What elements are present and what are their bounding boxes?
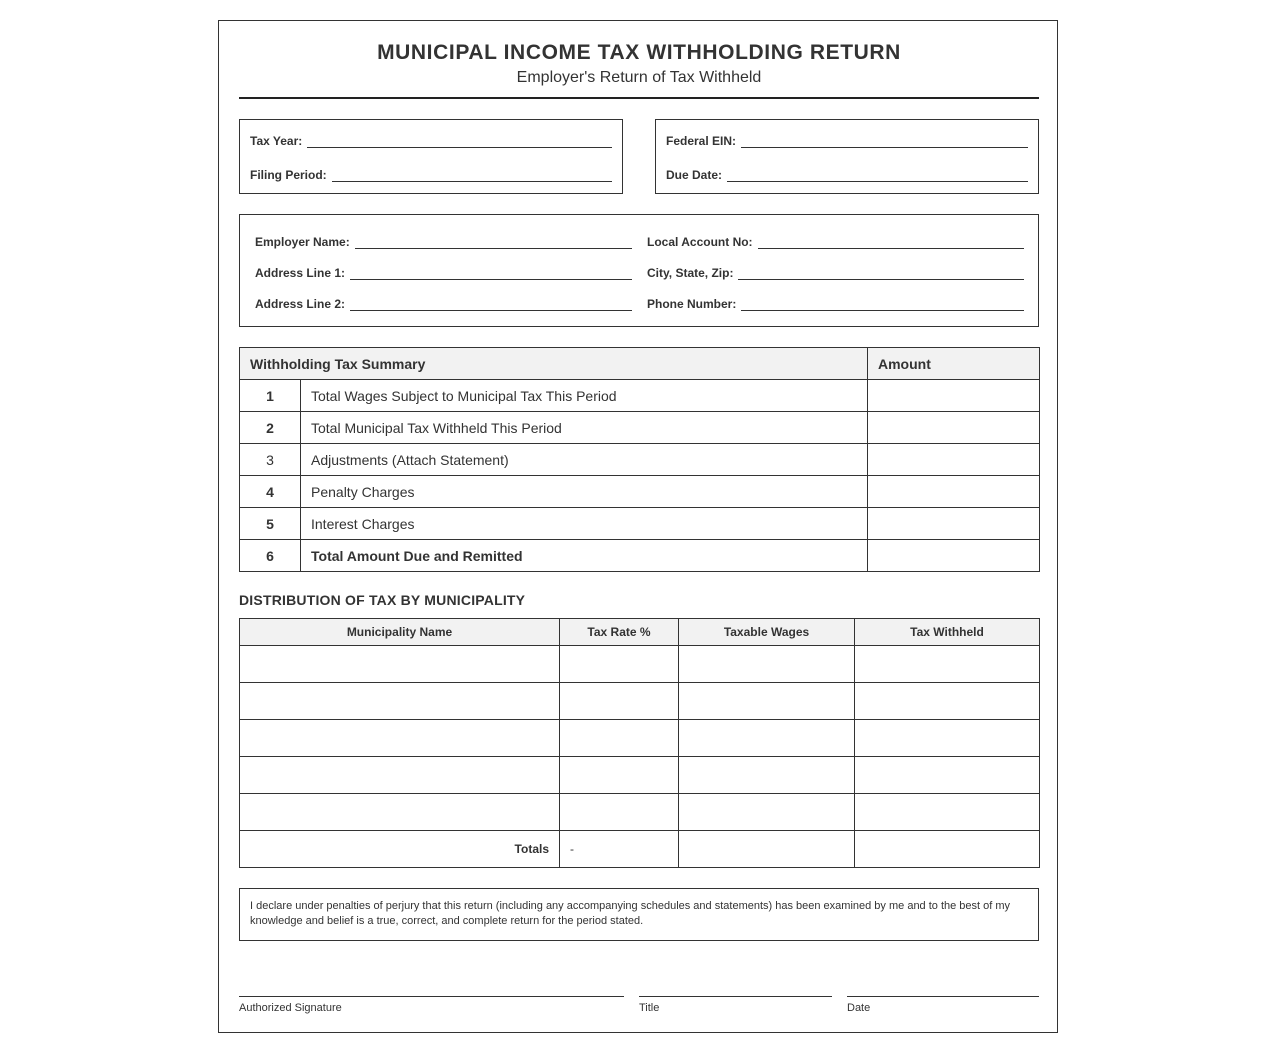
authorized-signature-label: Authorized Signature [239,1002,342,1014]
withheld-cell[interactable] [855,720,1040,757]
distribution-header-row [240,619,1040,646]
line-description: Total Wages Subject to Municipal Tax This Period [301,380,868,412]
wages-cell[interactable] [679,757,855,794]
rate-cell[interactable] [560,757,679,794]
line-number: 6 [240,540,301,572]
summary-row [240,444,1040,476]
summary-row [240,412,1040,444]
distribution-heading: DISTRIBUTION OF TAX BY MUNICIPALITY [239,592,526,608]
table-row [240,683,1040,720]
municipality-cell[interactable] [240,794,560,831]
col-tax-withheld: Tax Withheld [855,619,1040,646]
address1-label: Address Line 1: [255,266,346,280]
table-row [240,720,1040,757]
summary-row [240,508,1040,540]
address1-row [255,266,632,280]
address2-label: Address Line 2: [255,297,346,311]
due-date-label: Due Date: [666,168,723,182]
rate-cell[interactable] [560,794,679,831]
local-account-label: Local Account No: [647,235,753,249]
line-description: Adjustments (Attach Statement) [301,444,868,476]
due-date-field[interactable] [727,168,1028,182]
employer-name-row [255,235,632,249]
form-content [239,21,1039,1034]
employer-name-label: Employer Name: [255,235,350,249]
wages-cell[interactable] [679,794,855,831]
withheld-cell[interactable] [855,646,1040,683]
filing-period-field[interactable] [332,168,612,182]
distribution-table [239,618,1040,868]
municipality-cell[interactable] [240,646,560,683]
totals-rate: - [560,831,679,868]
title-signature-line[interactable] [639,996,832,1014]
amount-cell[interactable] [868,476,1040,508]
form-subtitle: Employer's Return of Tax Withheld [516,69,762,86]
amount-cell[interactable] [868,380,1040,412]
summary-row [240,540,1040,572]
city-state-zip-field[interactable] [738,266,1024,280]
line-description: Total Municipal Tax Withheld This Period [301,412,868,444]
period-box [239,119,623,194]
employer-name-field[interactable] [355,235,632,249]
address2-row [255,297,632,311]
employer-info-box [239,214,1039,327]
summary-header: Withholding Tax Summary [240,348,868,380]
totals-withheld[interactable] [855,831,1040,868]
wages-cell[interactable] [679,646,855,683]
tax-year-field[interactable] [307,134,612,148]
line-number: 4 [240,476,301,508]
title-signature-label: Title [639,1002,660,1014]
line-description: Interest Charges [301,508,868,540]
amount-cell[interactable] [868,444,1040,476]
line-number: 1 [240,380,301,412]
municipality-cell[interactable] [240,757,560,794]
wages-cell[interactable] [679,720,855,757]
filing-period-row [250,168,612,182]
due-date-row [666,168,1028,182]
address1-field[interactable] [350,266,632,280]
table-row [240,794,1040,831]
tax-year-label: Tax Year: [250,134,303,148]
authorized-signature-line[interactable] [239,996,624,1014]
withholding-summary-table [239,347,1040,572]
line-number: 2 [240,412,301,444]
table-row [240,757,1040,794]
local-account-field[interactable] [758,235,1024,249]
municipality-cell[interactable] [240,683,560,720]
federal-ein-row [666,134,1028,148]
filing-period-label: Filing Period: [250,168,327,182]
form-title: MUNICIPAL INCOME TAX WITHHOLDING RETURN [377,41,901,64]
amount-header: Amount [868,348,1040,380]
rate-cell[interactable] [560,683,679,720]
declaration-box: I declare under penalties of perjury that this return (including any accompanying schedules and statements) has been examined by me and to the best of my knowledge and belief is a true, correct, and complete return for the period stated. [239,888,1039,941]
col-taxable-wages: Taxable Wages [679,619,855,646]
summary-row [240,476,1040,508]
phone-field[interactable] [741,297,1024,311]
withheld-cell[interactable] [855,757,1040,794]
summary-row [240,380,1040,412]
wages-cell[interactable] [679,683,855,720]
tax-year-row [250,134,612,148]
totals-label: Totals [240,831,560,868]
title-divider [239,97,1039,99]
col-tax-rate: Tax Rate % [560,619,679,646]
amount-cell[interactable] [868,412,1040,444]
withheld-cell[interactable] [855,683,1040,720]
address2-field[interactable] [350,297,632,311]
phone-label: Phone Number: [647,297,737,311]
totals-row [240,831,1040,868]
local-account-row [647,235,1024,249]
form-page [218,20,1058,1033]
city-state-zip-row [647,266,1024,280]
summary-header-row [240,348,1040,380]
table-row [240,646,1040,683]
municipality-cell[interactable] [240,720,560,757]
date-signature-label: Date [847,1002,871,1014]
line-number: 5 [240,508,301,540]
totals-wages[interactable] [679,831,855,868]
rate-cell[interactable] [560,720,679,757]
date-signature-line[interactable] [847,996,1039,1014]
federal-ein-field[interactable] [741,134,1028,148]
amount-cell[interactable] [868,508,1040,540]
line-description: Total Amount Due and Remitted [301,540,868,572]
line-description: Penalty Charges [301,476,868,508]
rate-cell[interactable] [560,646,679,683]
phone-row [647,297,1024,311]
line-number: 3 [240,444,301,476]
withheld-cell[interactable] [855,794,1040,831]
amount-cell[interactable] [868,540,1040,572]
city-state-zip-label: City, State, Zip: [647,266,734,280]
federal-ein-label: Federal EIN: [666,134,737,148]
col-municipality-name: Municipality Name [240,619,560,646]
ein-box [655,119,1039,194]
